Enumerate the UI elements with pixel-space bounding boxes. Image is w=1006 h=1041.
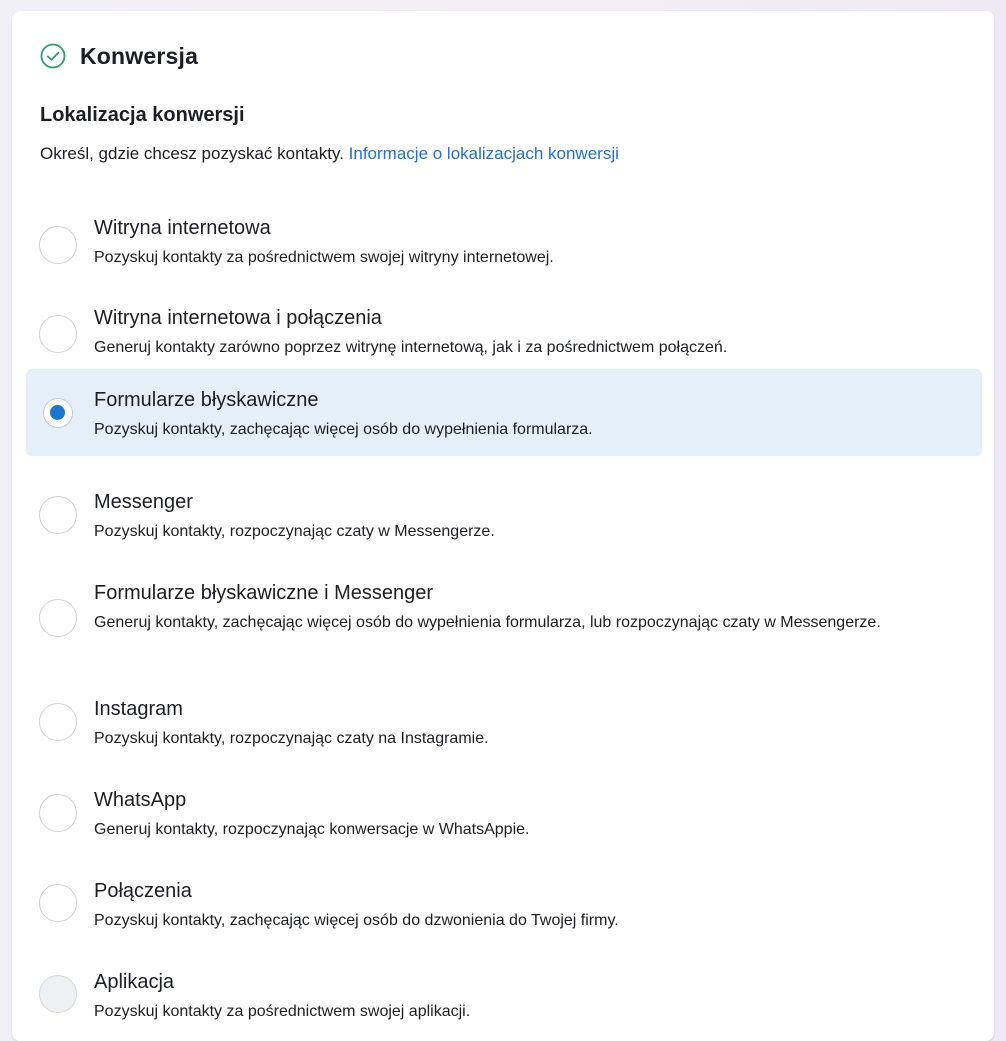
- radio-button-disabled: [39, 975, 77, 1013]
- radio-button[interactable]: [39, 599, 77, 637]
- option-label: Messenger: [94, 491, 193, 513]
- conversion-card: [12, 11, 994, 1041]
- radio-button[interactable]: [39, 703, 77, 741]
- option-messenger[interactable]: [26, 474, 982, 550]
- option-label: WhatsApp: [94, 789, 187, 811]
- section-title: Lokalizacja konwersji: [40, 104, 245, 126]
- card-title: Konwersja: [80, 42, 199, 69]
- check-circle-icon: [40, 43, 66, 69]
- option-label: Witryna internetowa: [94, 217, 271, 239]
- option-description: Pozyskuj kontakty, zachęcając więcej osób do wypełnienia formularza.: [94, 421, 593, 438]
- radio-button-selected[interactable]: [43, 398, 73, 428]
- option-description: Pozyskuj kontakty, rozpoczynając czaty w Messengerze.: [94, 523, 495, 540]
- option-label: Formularze błyskawiczne i Messenger: [94, 582, 434, 604]
- option-description: Pozyskuj kontakty, zachęcając więcej osób do dzwonienia do Twojej firmy.: [94, 912, 619, 929]
- radio-button[interactable]: [39, 496, 77, 534]
- conversion-locations-info-link[interactable]: Informacje o lokalizacjach konwersji: [348, 144, 619, 163]
- option-calls[interactable]: [26, 862, 982, 938]
- radio-button[interactable]: [39, 226, 77, 264]
- option-instagram[interactable]: [26, 681, 982, 757]
- option-website-and-calls[interactable]: [26, 291, 982, 367]
- option-instant-forms-and-messenger[interactable]: [26, 564, 982, 664]
- option-description: Generuj kontakty zarówno poprzez witrynę internetową, jak i za pośrednictwem połączeń.: [94, 339, 728, 356]
- option-website[interactable]: [26, 202, 982, 278]
- option-description: Pozyskuj kontakty za pośrednictwem swojej witryny internetowej.: [94, 249, 554, 266]
- option-description: Generuj kontakty, zachęcając więcej osób do wypełnienia formularza, lub rozpoczynając czaty w Messengerze.: [94, 614, 881, 631]
- option-instant-forms[interactable]: [26, 369, 982, 456]
- option-description: Pozyskuj kontakty, rozpoczynając czaty na Instagramie.: [94, 730, 489, 747]
- option-app: [26, 953, 982, 1029]
- section-description: [40, 144, 619, 164]
- option-label: Aplikacja: [94, 971, 175, 993]
- radio-button[interactable]: [39, 794, 77, 832]
- option-label: Instagram: [94, 698, 183, 720]
- option-label: Połączenia: [94, 880, 192, 902]
- option-whatsapp[interactable]: [26, 771, 982, 847]
- option-description: Pozyskuj kontakty za pośrednictwem swojej aplikacji.: [94, 1003, 471, 1020]
- radio-button[interactable]: [39, 315, 77, 353]
- option-label: Witryna internetowa i połączenia: [94, 307, 382, 329]
- section-description-text: Określ, gdzie chcesz pozyskać kontakty.: [40, 144, 344, 163]
- option-description: Generuj kontakty, rozpoczynając konwersacje w WhatsAppie.: [94, 821, 530, 838]
- radio-button[interactable]: [39, 884, 77, 922]
- option-label: Formularze błyskawiczne: [94, 389, 319, 411]
- card-header: [40, 41, 198, 71]
